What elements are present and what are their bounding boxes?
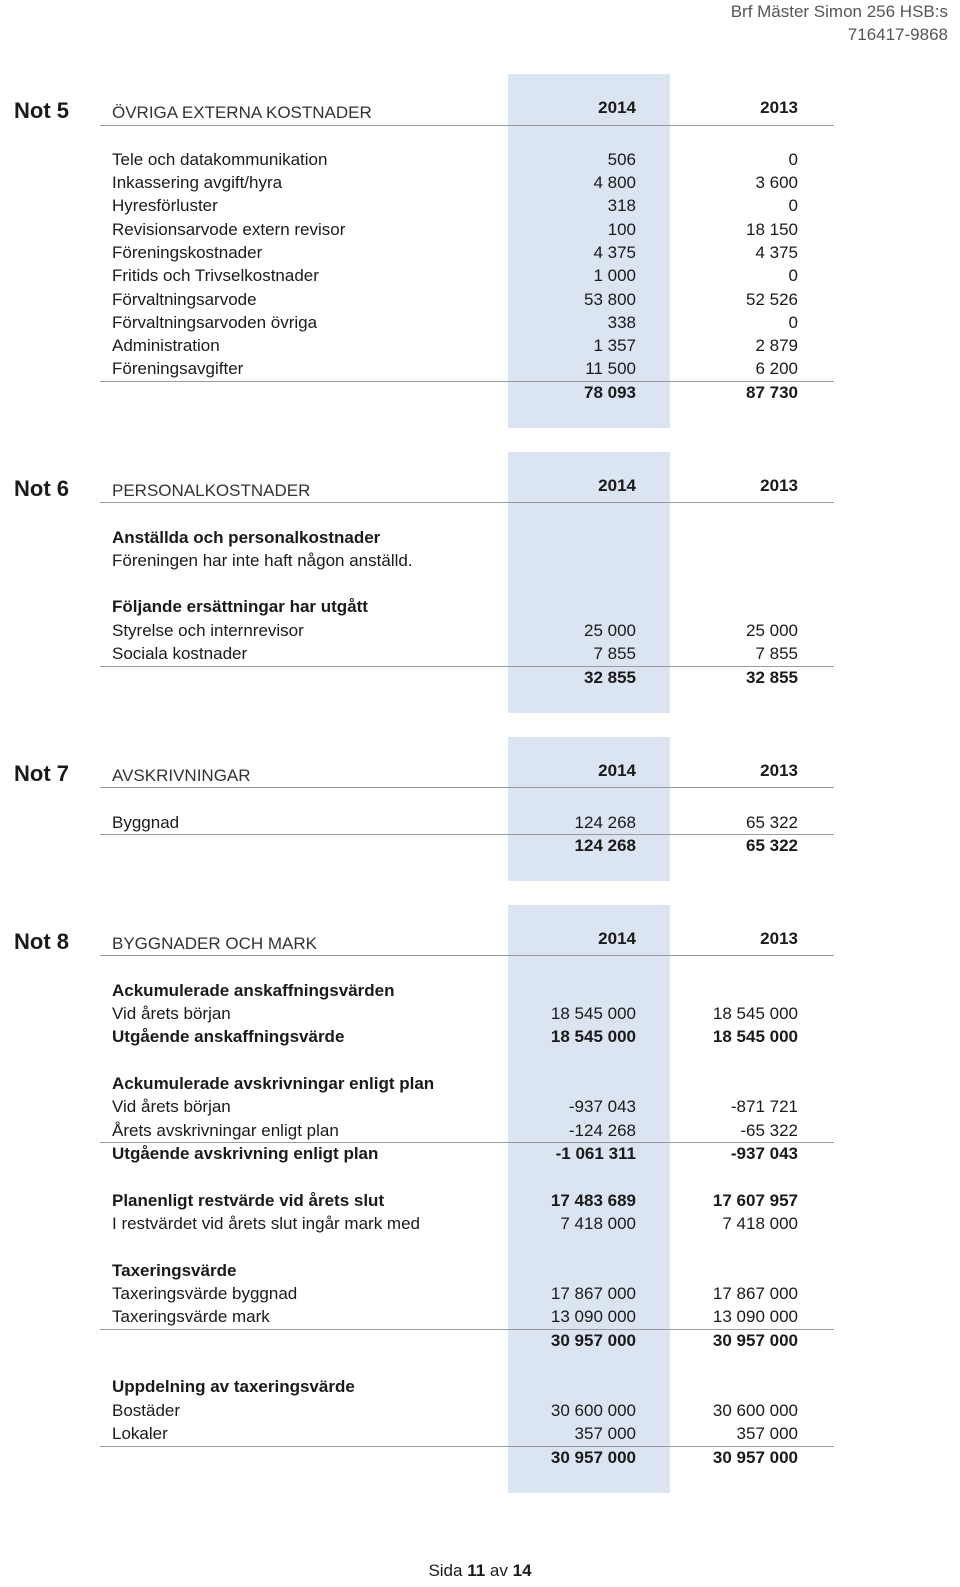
total-row <box>0 834 960 857</box>
row-label: Tele och datakommunikation <box>112 150 328 169</box>
value-2014: 100 <box>607 220 636 239</box>
year-previous: 2013 <box>760 761 798 780</box>
row-label: Taxeringsvärde mark <box>112 1307 270 1326</box>
value-2013: 52 526 <box>746 290 798 309</box>
value-2014: 32 855 <box>584 668 636 687</box>
value-2014: 13 090 000 <box>550 1307 636 1326</box>
value-2014: 124 268 <box>574 813 636 832</box>
value-2013: 4 375 <box>755 243 798 262</box>
year-previous: 2013 <box>760 98 798 117</box>
value-2013: 87 730 <box>746 383 798 402</box>
row-label: Uppdelning av taxeringsvärde <box>112 1377 355 1396</box>
value-2014: 18 545 000 <box>550 1004 636 1023</box>
value-2014: 7 418 000 <box>560 1214 636 1233</box>
row-label: Sociala kostnader <box>112 644 248 663</box>
table-row <box>0 1305 960 1328</box>
section-heading <box>0 979 960 1002</box>
value-2013: 0 <box>788 313 798 332</box>
subtotal-row <box>0 1142 960 1165</box>
value-2014: 124 268 <box>574 836 636 855</box>
total-row <box>0 1446 960 1469</box>
row-label: Lokaler <box>112 1424 168 1443</box>
value-2014: 30 957 000 <box>550 1331 636 1350</box>
row-label: Vid årets början <box>112 1097 231 1116</box>
table-row <box>0 311 960 334</box>
note-title: AVSKRIVNINGAR <box>112 766 251 785</box>
value-2013: 30 957 000 <box>712 1448 798 1467</box>
value-2014: 17 867 000 <box>550 1284 636 1303</box>
header-rule <box>100 125 834 126</box>
note-title: BYGGNADER OCH MARK <box>112 934 317 953</box>
value-2013: 2 879 <box>755 336 798 355</box>
value-2013: 7 418 000 <box>722 1214 798 1233</box>
row-label: Ackumulerade anskaffningsvärden <box>112 981 395 1000</box>
note-6 <box>0 452 960 713</box>
section-heading <box>0 526 960 549</box>
value-2014: 4 375 <box>593 243 636 262</box>
row-label: Administration <box>112 336 220 355</box>
table-row <box>0 194 960 217</box>
table-row <box>0 1399 960 1422</box>
row-label: Utgående avskrivning enligt plan <box>112 1144 379 1163</box>
value-2014: 25 000 <box>584 621 636 640</box>
value-2014: 78 093 <box>584 383 636 402</box>
row-label: Föreningsavgifter <box>112 359 244 378</box>
value-2014: 17 483 689 <box>550 1191 636 1210</box>
row-label: Styrelse och internrevisor <box>112 621 304 640</box>
table-row <box>0 811 960 834</box>
row-label: Bostäder <box>112 1401 181 1420</box>
value-2013: 18 150 <box>746 220 798 239</box>
row-label: Förvaltningsarvode <box>112 290 257 309</box>
value-2013: 6 200 <box>755 359 798 378</box>
value-2013: 17 867 000 <box>712 1284 798 1303</box>
section-heading <box>0 595 960 618</box>
year-previous: 2013 <box>760 476 798 495</box>
value-2013: 18 545 000 <box>712 1027 798 1046</box>
row-label: Hyresförluster <box>112 196 218 215</box>
value-2014: 11 500 <box>585 359 636 378</box>
note-title: ÖVRIGA EXTERNA KOSTNADER <box>112 103 372 122</box>
header-rule <box>100 955 834 956</box>
row-label: Ackumulerade avskrivningar enligt plan <box>112 1074 435 1093</box>
table-row <box>0 171 960 194</box>
table-row <box>0 148 960 171</box>
row-label: Följande ersättningar har utgått <box>112 597 368 616</box>
value-2014: 4 800 <box>593 173 636 192</box>
subtotal-row <box>0 1025 960 1048</box>
row-label: Vid årets början <box>112 1004 231 1023</box>
note-number: Not 7 <box>14 761 69 786</box>
table-row <box>0 1002 960 1025</box>
note-5 <box>0 74 960 428</box>
table-row <box>0 357 960 380</box>
value-2014: -124 268 <box>568 1121 636 1140</box>
value-2014: 338 <box>607 313 636 332</box>
row-label: Taxeringsvärde <box>112 1261 237 1280</box>
note-7 <box>0 737 960 881</box>
value-2013: -871 721 <box>730 1097 798 1116</box>
year-previous: 2013 <box>760 929 798 948</box>
row-label: Revisionsarvode extern revisor <box>112 220 346 239</box>
year-current: 2014 <box>598 98 636 117</box>
value-2014: 1 000 <box>593 266 636 285</box>
year-current: 2014 <box>598 476 636 495</box>
table-row <box>0 1212 960 1235</box>
total-row <box>0 1329 960 1352</box>
table-row <box>0 1095 960 1118</box>
note-number: Not 8 <box>14 929 69 954</box>
row-label: Taxeringsvärde byggnad <box>112 1284 298 1303</box>
value-2013: 17 607 957 <box>712 1191 798 1210</box>
note-8 <box>0 905 960 1493</box>
table-row <box>0 642 960 665</box>
value-2013: 32 855 <box>746 668 798 687</box>
value-2013: 65 322 <box>746 813 798 832</box>
page-prefix: Sida <box>428 1561 463 1580</box>
page-footer <box>0 1561 960 1581</box>
value-2013: 357 000 <box>736 1424 798 1443</box>
value-2014: 318 <box>607 196 636 215</box>
total-row <box>0 381 960 404</box>
section-heading <box>0 1259 960 1282</box>
note-number: Not 6 <box>14 476 69 501</box>
total-row <box>0 666 960 689</box>
table-row <box>0 288 960 311</box>
value-2013: 65 322 <box>746 836 798 855</box>
table-row <box>0 549 960 572</box>
value-2013: 7 855 <box>755 644 798 663</box>
value-2013: -937 043 <box>730 1144 798 1163</box>
header-rule <box>100 787 834 788</box>
row-label: Byggnad <box>112 813 180 832</box>
value-2014: 357 000 <box>574 1424 636 1443</box>
value-2014: 18 545 000 <box>550 1027 636 1046</box>
row-label: Föreningskostnader <box>112 243 263 262</box>
value-2014: -937 043 <box>568 1097 636 1116</box>
value-2014: 1 357 <box>593 336 636 355</box>
value-2013: 30 957 000 <box>712 1331 798 1350</box>
value-2013: 18 545 000 <box>712 1004 798 1023</box>
year-current: 2014 <box>598 761 636 780</box>
table-row <box>0 218 960 241</box>
value-2013: 3 600 <box>755 173 798 192</box>
value-2014: 7 855 <box>593 644 636 663</box>
page-total: 14 <box>512 1561 532 1580</box>
table-row <box>0 241 960 264</box>
row-label: I restvärdet vid årets slut ingår mark med <box>112 1214 421 1233</box>
org-name: Brf Mäster Simon 256 HSB:s <box>730 2 948 21</box>
value-2013: 0 <box>788 266 798 285</box>
page-separator: av <box>489 1561 508 1580</box>
table-row <box>0 1282 960 1305</box>
table-row <box>0 1422 960 1445</box>
header-rule <box>100 502 834 503</box>
org-number: 716417-9868 <box>847 25 948 44</box>
highlight-column <box>508 737 670 881</box>
value-2014: 30 600 000 <box>550 1401 636 1420</box>
value-2014: 53 800 <box>584 290 636 309</box>
value-2013: 0 <box>788 196 798 215</box>
value-2014: -1 061 311 <box>555 1144 636 1163</box>
row-label: Utgående anskaffningsvärde <box>112 1027 345 1046</box>
value-2013: 25 000 <box>746 621 798 640</box>
row-label: Föreningen har inte haft någon anställd. <box>112 551 413 570</box>
value-2014: 506 <box>607 150 636 169</box>
table-row <box>0 1119 960 1142</box>
row-label: Årets avskrivningar enligt plan <box>112 1121 339 1140</box>
subtotal-row <box>0 1189 960 1212</box>
value-2014: 30 957 000 <box>550 1448 636 1467</box>
row-label: Planenligt restvärde vid årets slut <box>112 1191 385 1210</box>
value-2013: 0 <box>788 150 798 169</box>
note-title: PERSONALKOSTNADER <box>112 481 311 500</box>
value-2013: 13 090 000 <box>712 1307 798 1326</box>
table-row <box>0 334 960 357</box>
value-2013: -65 322 <box>740 1121 798 1140</box>
section-heading <box>0 1375 960 1398</box>
row-label: Förvaltningsarvoden övriga <box>112 313 318 332</box>
year-current: 2014 <box>598 929 636 948</box>
section-heading <box>0 1072 960 1095</box>
table-row <box>0 264 960 287</box>
row-label: Fritids och Trivselkostnader <box>112 266 319 285</box>
note-number: Not 5 <box>14 98 69 123</box>
page-number: 11 <box>467 1561 486 1580</box>
document-header <box>731 0 948 46</box>
table-row <box>0 619 960 642</box>
row-label: Inkassering avgift/hyra <box>112 173 283 192</box>
row-label: Anställda och personalkostnader <box>112 528 381 547</box>
value-2013: 30 600 000 <box>712 1401 798 1420</box>
